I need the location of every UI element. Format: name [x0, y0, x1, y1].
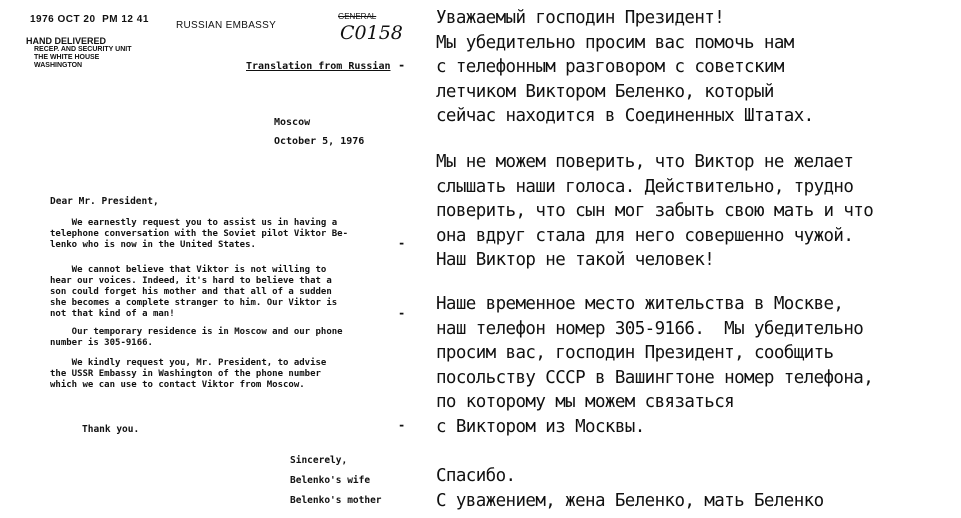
paragraph-1: We earnestly request you to assist us in having a telephone conversation with the Soviet pilot Viktor Be- lenko who is now in the United States. — [50, 218, 349, 250]
margin-mark: - — [398, 418, 406, 432]
closing-sincerely: Sincerely, — [290, 455, 348, 466]
thank-you-line: Thank you. — [82, 424, 140, 435]
russian-closing: Спасибо. С уважением, жена Беленко, мать Беленко — [436, 466, 824, 511]
margin-mark: - — [398, 58, 406, 72]
handwritten-code: C0158 — [340, 22, 403, 44]
english-translation-letter — [0, 0, 408, 518]
letter-date: October 5, 1976 — [274, 136, 365, 147]
general-stamp: GENERAL — [338, 12, 377, 21]
translation-heading: Translation from Russian — [246, 61, 391, 72]
paragraph-2: We cannot believe that Viktor is not willing to hear our voices. Indeed, it's hard to believe that a son could forget his mother and that all of a sudden she becomes a complete stranger to him. Our Viktor is not that kind of a man! — [50, 265, 338, 319]
paragraph-3: Our temporary residence is in Moscow and our phone number is 305-9166. — [50, 327, 343, 348]
paragraph-4: We kindly request you, Mr. President, to advise the USSR Embassy in Washington of the phone number which we can use to contact Viktor from Moscow. — [50, 358, 327, 390]
security-unit-stamp: RECEP. AND SECURITY UNIT THE WHITE HOUSE WASHINGTON — [34, 46, 132, 69]
russian-original-letter — [408, 0, 961, 518]
salutation: Dear Mr. President, — [50, 196, 159, 207]
received-stamp-date: 1976 OCT 20 PM 12 41 — [30, 14, 149, 25]
margin-mark: - — [398, 236, 406, 250]
signature-mother: Belenko's mother — [290, 495, 382, 506]
embassy-header: RUSSIAN EMBASSY — [176, 20, 277, 31]
letter-place: Moscow — [274, 117, 311, 128]
signature-wife: Belenko's wife — [290, 475, 371, 486]
russian-paragraph-3: Наше временное место жительства в Москве, наш телефон номер 305-9166. Мы убедительно просим вас, господин Президент, сообщить посольству СССР в Вашингтоне номер телефона, по которому мы можем связаться с Виктором из Москвы. — [436, 294, 874, 437]
hand-delivered-stamp: HAND DELIVERED — [26, 36, 107, 46]
margin-mark: - — [398, 306, 406, 320]
russian-paragraph-1: Уважаемый господин Президент! Мы убедительно просим вас помочь нам с телефонным разговором с советским летчиком Виктором Беленко, который сейчас находится в Соединенных Штатах. — [436, 8, 814, 126]
russian-paragraph-2: Мы не можем поверить, что Виктор не желает слышать наши голоса. Действительно, трудно поверить, что сын мог забыть свою мать и что она вдруг стала для него совершенно чужой. Наш Виктор не такой человек! — [436, 152, 874, 270]
